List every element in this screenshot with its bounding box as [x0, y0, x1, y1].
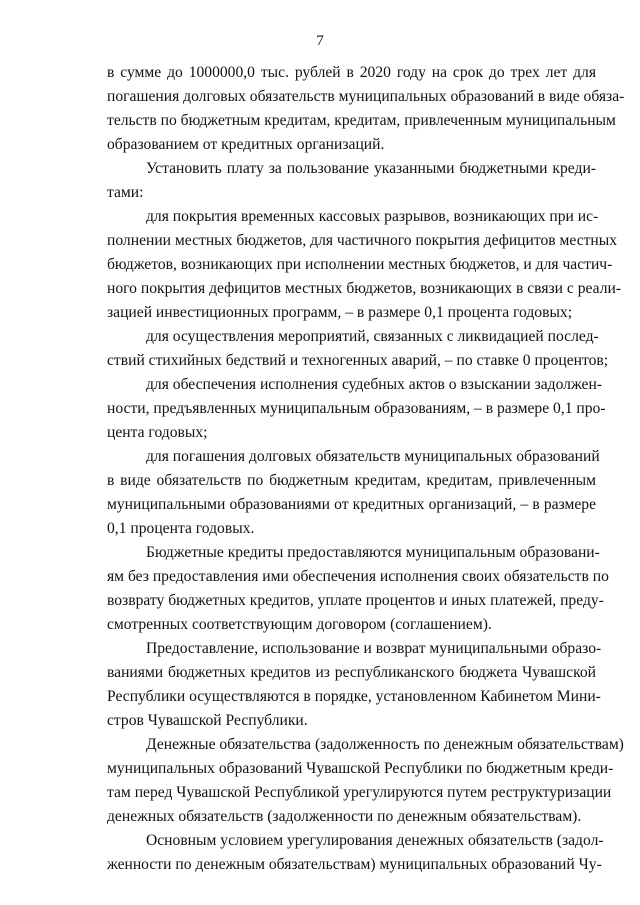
text-line: тельств по бюджетным кредитам, кредитам, привлеченным муниципальным	[107, 112, 616, 129]
text-line: смотренных соответствующим договором (соглашением).	[107, 616, 492, 633]
text-line: ного покрытия дефицитов местных бюджетов, возникающих в связи с реали-	[107, 280, 622, 297]
page-number: 7	[316, 33, 324, 49]
text-line: погашения долговых обязательств муниципальных образований в виде обяза-	[107, 88, 625, 105]
text-line: там перед Чувашской Республикой урегулируются путем реструктуризации	[107, 784, 612, 801]
text-line: 0,1 процента годовых.	[107, 520, 255, 537]
text-line: для погашения долговых обязательств муниципальных образований	[146, 448, 600, 465]
text-line: стров Чувашской Республики.	[107, 712, 308, 729]
text-line: ности, предъявленных муниципальным образованиям, – в размере 0,1 про-	[107, 400, 606, 417]
text-line: Установить плату за пользование указанными бюджетными креди-	[146, 160, 596, 177]
text-line: Предоставление, использование и возврат муниципальными образо-	[146, 640, 602, 657]
text-line: для осуществления мероприятий, связанных с ликвидацией послед-	[146, 328, 599, 345]
text-line: ям без предоставления ими обеспечения исполнения своих обязательств по	[107, 568, 609, 585]
text-line: ваниями бюджетных кредитов из республиканского бюджета Чувашской	[107, 664, 596, 681]
text-line: ствий стихийных бедствий и техногенных аварий, – по ставке 0 процентов;	[107, 352, 609, 369]
text-line: бюджетов, возникающих при исполнении местных бюджетов, и для частич-	[107, 256, 613, 273]
text-line: денежных обязательств (задолженности по денежным обязательствам).	[107, 808, 582, 825]
text-line: зацией инвестиционных программ, – в размере 0,1 процента годовых;	[107, 304, 573, 321]
text-line: Бюджетные кредиты предоставляются муниципальным образовани-	[146, 544, 600, 561]
text-line: женности по денежным обязательствам) муниципальных образований Чу-	[107, 856, 602, 873]
text-line: муниципальных образований Чувашской Республики по бюджетным креди-	[107, 760, 614, 777]
text-line: в сумме до 1000000,0 тыс. рублей в 2020 году на срок до трех лет для	[107, 64, 596, 81]
text-line: Денежные обязательства (задолженность по денежным обязательствам)	[146, 736, 624, 753]
text-line: возврату бюджетных кредитов, уплате процентов и иных платежей, преду-	[107, 592, 604, 609]
text-line: Республики осуществляются в порядке, установленном Кабинетом Мини-	[107, 688, 601, 705]
text-line: полнении местных бюджетов, для частичного покрытия дефицитов местных	[107, 232, 618, 249]
text-line: тами:	[107, 184, 144, 201]
text-line: муниципальными образованиями от кредитных организаций, – в размере	[107, 496, 596, 513]
text-line: для покрытия временных кассовых разрывов, возникающих при ис-	[146, 208, 599, 225]
text-line: Основным условием урегулирования денежных обязательств (задол-	[146, 832, 604, 849]
text-line: образованием от кредитных организаций.	[107, 136, 385, 153]
text-line: для обеспечения исполнения судебных актов о взыскании задолжен-	[146, 376, 602, 393]
text-line: в виде обязательств по бюджетным кредитам, кредитам, привлеченным	[107, 472, 596, 489]
text-line: цента годовых;	[107, 424, 208, 441]
